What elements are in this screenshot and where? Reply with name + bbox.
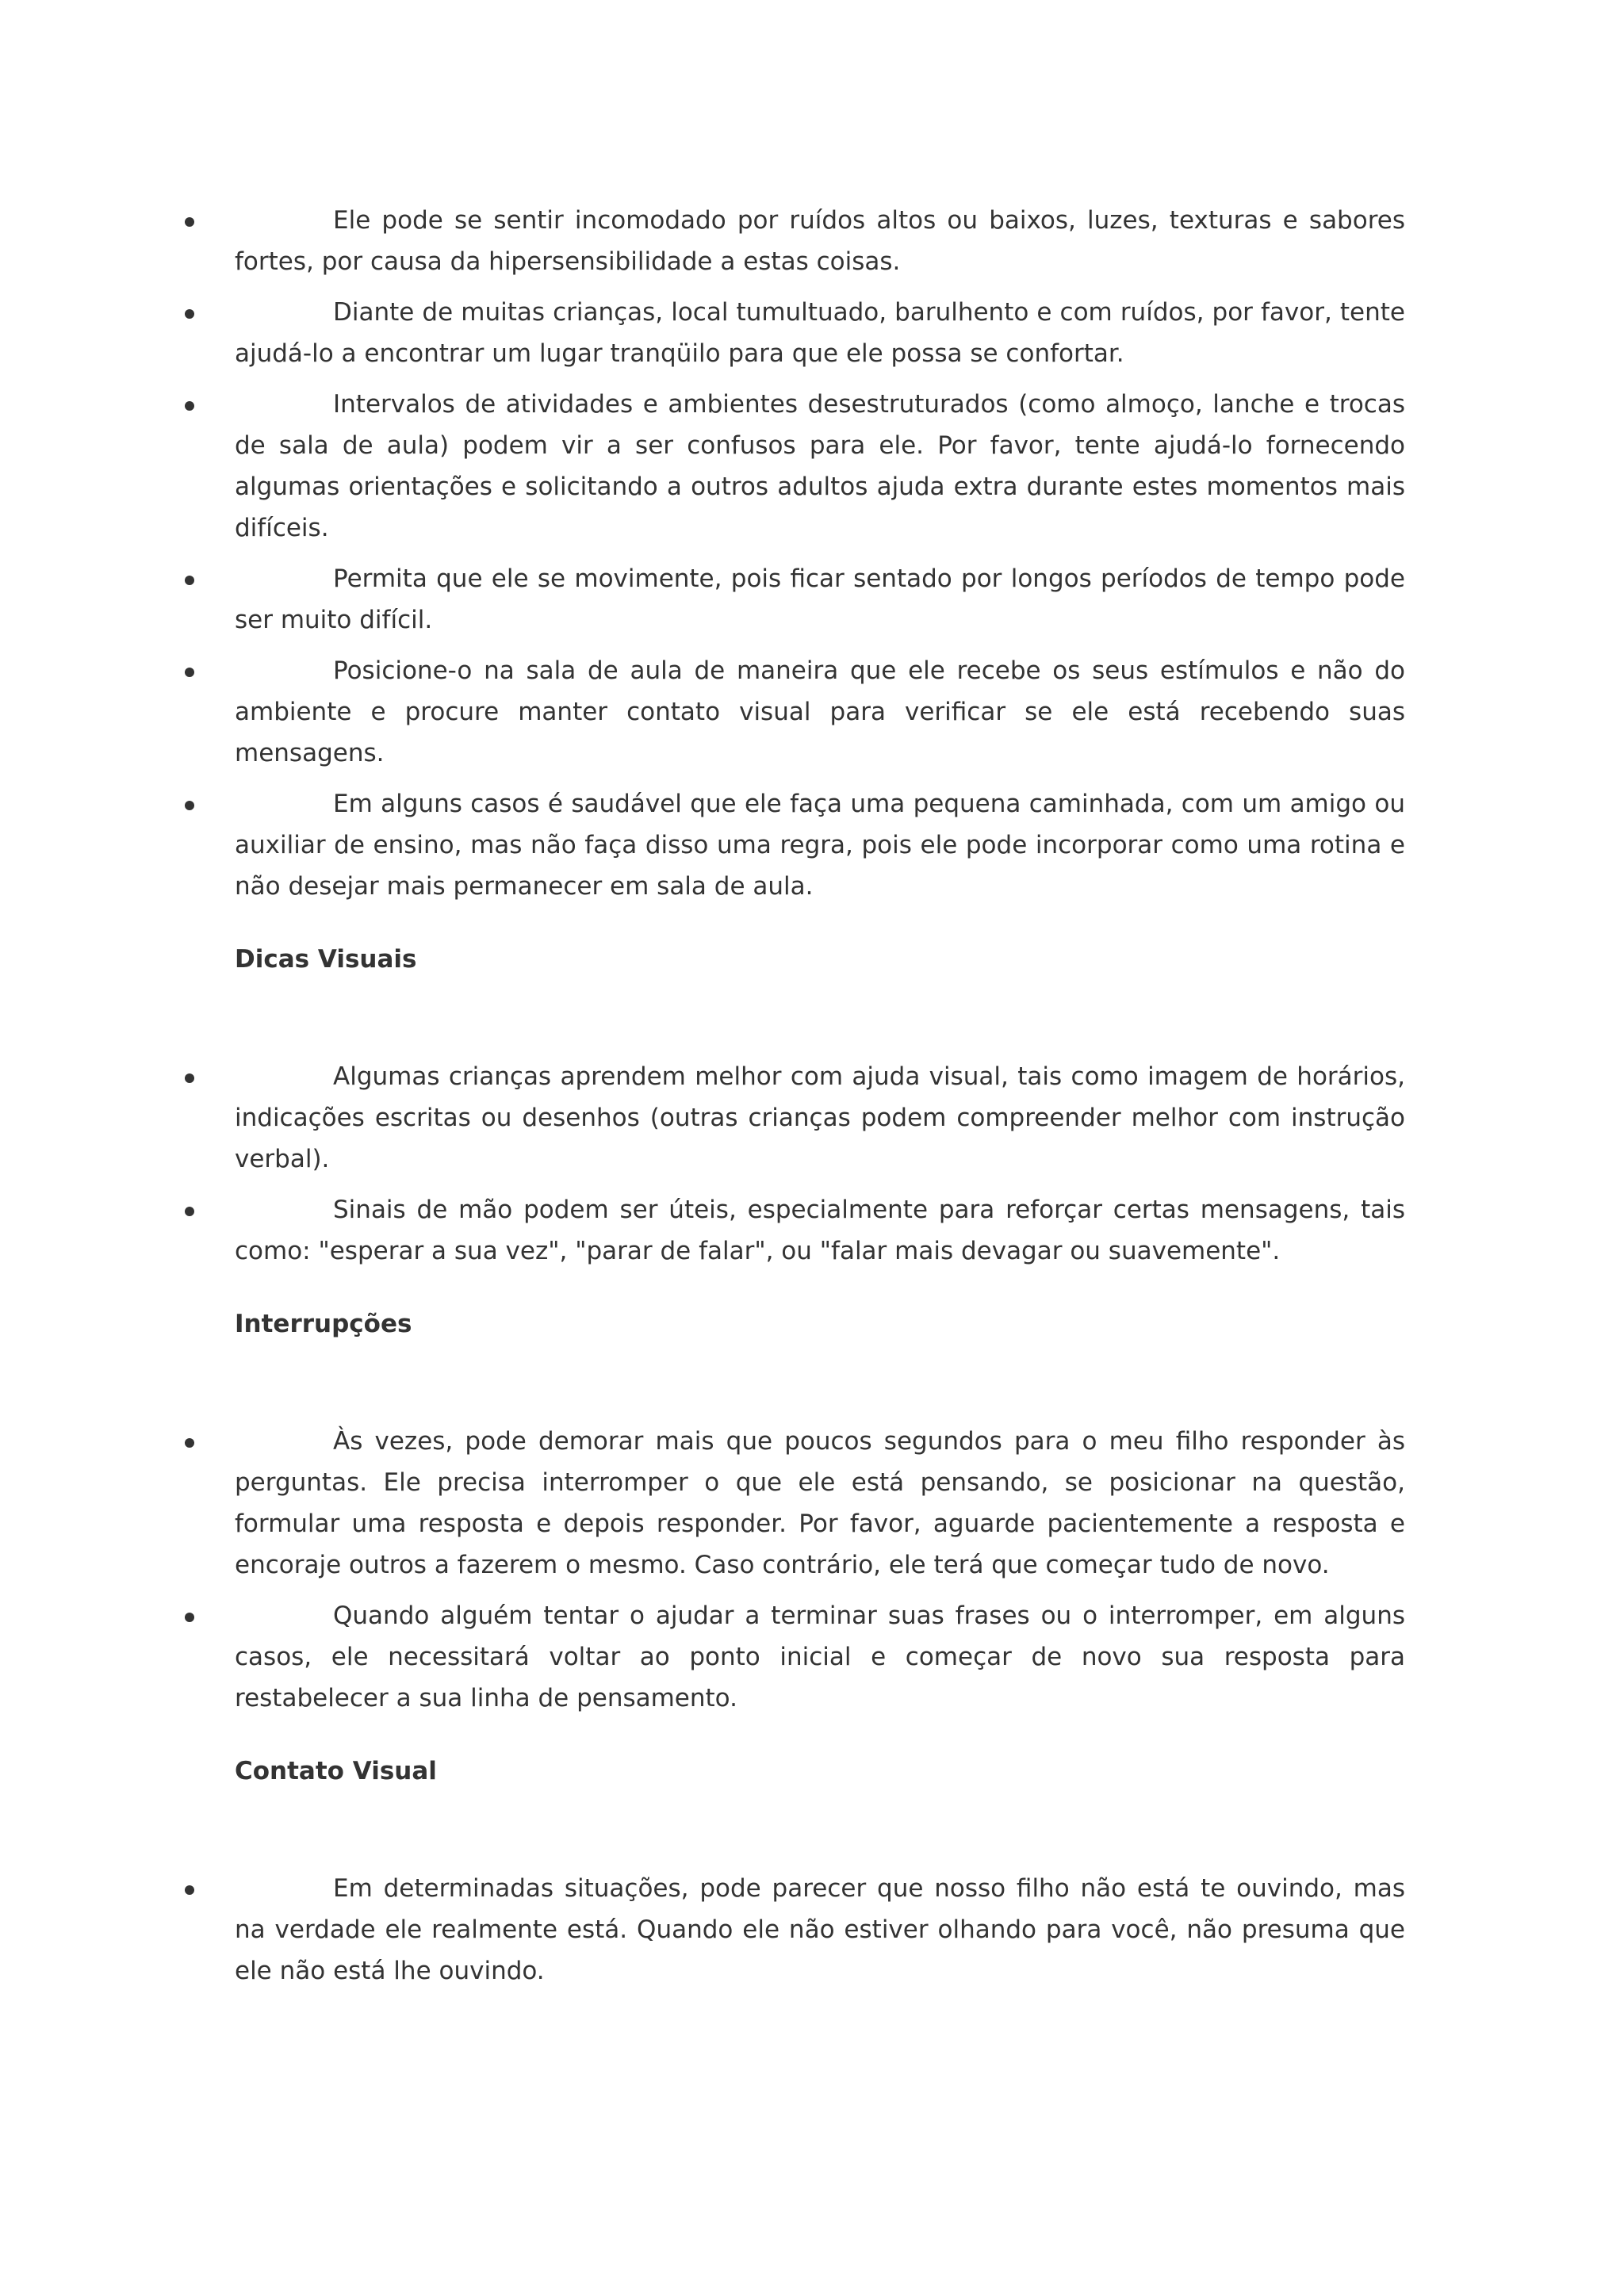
- bullet-icon: [185, 217, 194, 227]
- list-item: [235, 1868, 1405, 1992]
- list-item: [235, 292, 1405, 374]
- list-item-text: Ele pode se sentir incomodado por ruídos altos ou baixos, luzes, texturas e sabores fortes, por causa da hipersensibilidade a estas coisas.: [235, 206, 1405, 276]
- list-item-text: Em determinadas situações, pode parecer que nosso filho não está te ouvindo, mas na verdade ele realmente está. Quando ele não estiver olhando para você, não presuma que ele não está lhe ouvindo.: [235, 1874, 1405, 1985]
- list-item-text: Em alguns casos é saudável que ele faça uma pequena caminhada, com um amigo ou auxiliar de ensino, mas não faça disso uma regra, pois ele pode incorporar como uma rotina e não desejar mais permanecer em sala de aula.: [235, 790, 1405, 901]
- list-item: [235, 1189, 1405, 1272]
- list-item-text: Intervalos de atividades e ambientes desestruturados (como almoço, lanche e trocas de sala de aula) podem vir a ser confusos para ele. Por favor, tente ajudá-lo fornecendo algumas orientações e solicitando a outros adultos ajuda extra durante estes momentos mais difíceis.: [235, 390, 1405, 542]
- bullet-icon: [185, 1207, 194, 1216]
- list-item-text: Posicione-o na sala de aula de maneira que ele recebe os seus estímulos e não do ambiente e procure manter contato visual para verificar se ele está recebendo suas mensagens.: [235, 656, 1405, 767]
- section-heading-interrupcoes: Interrupções: [235, 1310, 412, 1338]
- section-heading-contato-visual: Contato Visual: [235, 1757, 437, 1785]
- list-item-text: Algumas crianças aprendem melhor com ajuda visual, tais como imagem de horários, indicações escritas ou desenhos (outras crianças podem compreender melhor com instrução verbal).: [235, 1062, 1405, 1173]
- document-content: [235, 200, 1405, 2001]
- list-item: [235, 783, 1405, 907]
- list-item-text: Diante de muitas crianças, local tumultuado, barulhento e com ruídos, por favor, tente ajudá-lo a encontrar um lugar tranqüilo para que ele possa se confortar.: [235, 298, 1405, 368]
- list-item: [235, 1595, 1405, 1719]
- bullet-icon: [185, 309, 194, 319]
- list-item: [235, 200, 1405, 282]
- list-item: [235, 650, 1405, 774]
- bullet-icon: [185, 1613, 194, 1622]
- list-item: [235, 384, 1405, 549]
- list-item-text: Sinais de mão podem ser úteis, especialmente para reforçar certas mensagens, tais como: "esperar a sua vez", "parar de falar", ou "falar mais devagar ou suavemente".: [235, 1196, 1405, 1265]
- bullet-icon: [185, 1438, 194, 1448]
- list-item-text: Quando alguém tentar o ajudar a terminar suas frases ou o interromper, em alguns casos, ele necessitará voltar ao ponto inicial e começar de novo sua resposta para restabelecer a sua linha de pensamento.: [235, 1601, 1405, 1712]
- bullet-icon: [185, 1073, 194, 1083]
- bullet-icon: [185, 801, 194, 810]
- bullet-icon: [185, 401, 194, 411]
- section-heading-dicas-visuais: Dicas Visuais: [235, 945, 417, 974]
- bullet-icon: [185, 1885, 194, 1895]
- list-item: [235, 1056, 1405, 1180]
- bullet-icon: [185, 668, 194, 677]
- list-item-text: Permita que ele se movimente, pois ficar sentado por longos períodos de tempo pode ser muito difícil.: [235, 564, 1405, 634]
- bullet-icon: [185, 576, 194, 585]
- list-item-text: Às vezes, pode demorar mais que poucos segundos para o meu filho responder às perguntas. Ele precisa interromper o que ele está pensando, se posicionar na questão, formular uma resposta e depois responder. Por favor, aguarde pacientemente a resposta e encoraje outros a fazerem o mesmo. Caso contrário, ele terá que começar tudo de novo.: [235, 1427, 1405, 1579]
- list-item: [235, 558, 1405, 641]
- list-item: [235, 1421, 1405, 1586]
